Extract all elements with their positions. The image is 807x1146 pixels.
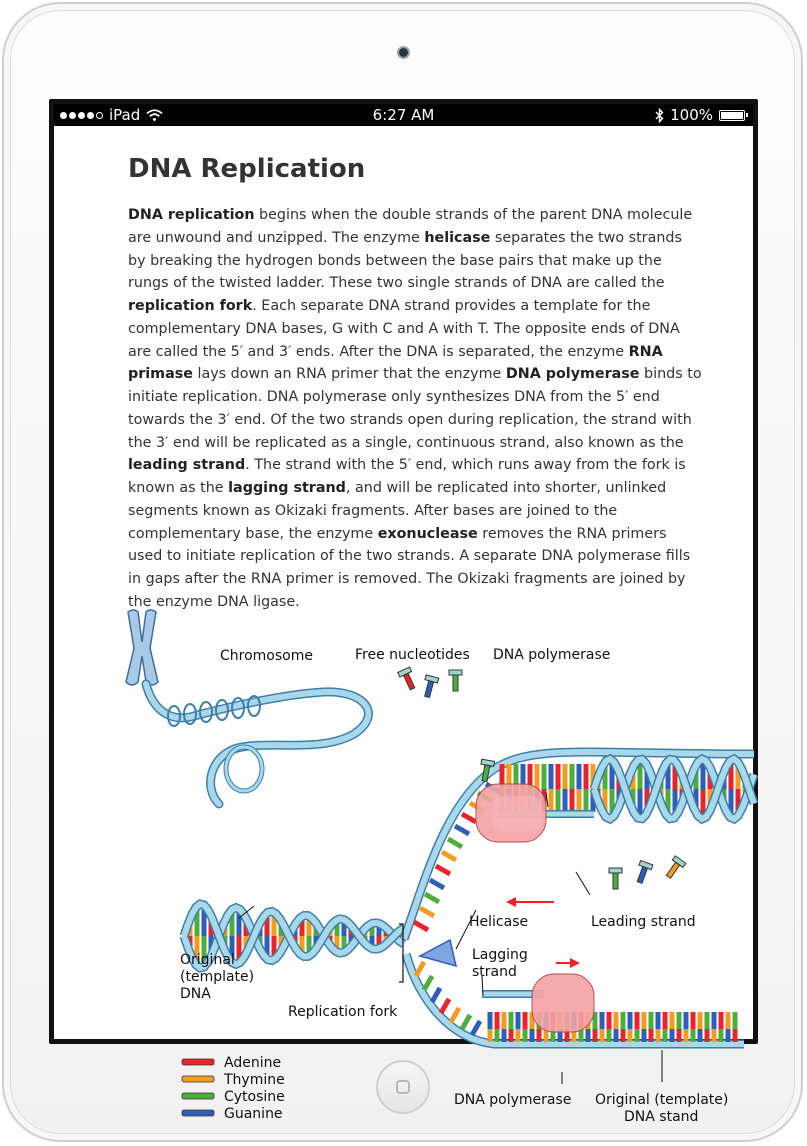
direction-arrow-lagging [556, 958, 580, 968]
original-dna-label-3: DNA [180, 986, 211, 1002]
base [420, 908, 434, 916]
base [442, 852, 456, 860]
base [414, 922, 428, 930]
dna-polymerase-bottom-label: DNA polymerase [454, 1092, 572, 1108]
paragraph-text: begins when the double strands of the parent DNA molecule are unwound and unzipped. The enzyme [128, 207, 693, 246]
camera-icon [397, 46, 410, 59]
replication-fork-label: Replication fork [288, 1004, 398, 1020]
helicase-shape [420, 940, 456, 966]
base [472, 1021, 480, 1035]
leading-strand-label: Leading strand [591, 914, 696, 930]
status-bar [54, 104, 753, 126]
lagging-strand-label-2: strand [472, 964, 517, 980]
paragraph-text: . The strand with the 5′ end, which runs away from the fork is known as the [128, 457, 686, 496]
paragraph-text: binds to initiate replication. DNA polymerase only synthesizes DNA from the 5′ end towards the 3′ end. Of the two strands open during replication, the strand with the 3′ end will be replicated as a single, continuous strand, also known as the [128, 366, 702, 451]
original-dna-label-1: Original [180, 952, 235, 968]
legend-label: Guanine [224, 1106, 283, 1122]
dna-polymerase-top-shape [476, 784, 546, 842]
bold-term: RNA primase [128, 343, 663, 383]
bluetooth-icon [655, 108, 664, 123]
legend-label: Thymine [224, 1072, 285, 1088]
base [455, 826, 469, 834]
base [436, 866, 450, 874]
base [441, 999, 449, 1013]
paragraph-text: , and will be replicated into shorter, unlinked segments known as Okizaki fragments. After bases are joined to the complementary base, the enzyme [128, 480, 667, 542]
bold-term: helicase [424, 229, 491, 246]
battery-icon [719, 110, 745, 121]
dna-polymerase-top-label: DNA polymerase [493, 647, 611, 663]
helicase-label: Helicase [469, 914, 529, 930]
base [448, 839, 462, 847]
chromosome-label: Chromosome [220, 648, 313, 664]
battery-percent: 100% [670, 106, 713, 124]
base [430, 880, 444, 888]
direction-arrow-leading [506, 897, 554, 907]
base [462, 814, 476, 822]
base [424, 976, 432, 990]
screen [54, 104, 753, 1125]
paragraph-text: . Each separate DNA strand provides a template for the complementary DNA bases, G with C and A with T. The opposite ends of DNA are called the 5′ and 3′ ends. After the DNA is separated, the enzyme [128, 298, 680, 360]
clock: 6:27 AM [372, 106, 435, 124]
chromosome-icon [126, 610, 158, 685]
paragraph-text: lays down an RNA primer that the enzyme [192, 366, 506, 383]
leading-strand-arm [404, 752, 754, 939]
original-stand-label-2: DNA stand [624, 1109, 699, 1125]
bold-term: lagging strand [228, 480, 346, 496]
bold-term: replication fork [128, 298, 253, 314]
base [432, 988, 440, 1002]
base [425, 894, 439, 902]
original-stand-label-1: Original (template) [595, 1092, 729, 1108]
bold-term: DNA replication [128, 207, 255, 223]
status-right [655, 104, 745, 126]
bold-term: leading strand [128, 457, 246, 474]
base [462, 1015, 470, 1029]
legend-swatch [182, 1093, 214, 1099]
bold-term: exonuclease [377, 525, 478, 542]
article-paragraph [128, 204, 703, 614]
bold-term: DNA polymerase [505, 366, 640, 383]
free-nucleotides-label: Free nucleotides [355, 647, 470, 663]
base [416, 962, 424, 976]
legend-label: Adenine [224, 1055, 282, 1071]
legend-label: Cytosine [224, 1089, 285, 1105]
original-dna-label-2: (template) [180, 969, 255, 985]
dna-polymerase-bottom-shape [532, 974, 594, 1032]
home-square-icon [396, 1080, 410, 1094]
carrier-label: iPad [109, 106, 141, 124]
page-title: DNA Replication [128, 154, 366, 184]
paragraph-text: removes the RNA primers used to initiate replication of the two strands. A separate DNA polymerase fills in gaps after the RNA primer is removed. The Okizaki fragments are joined by the enzyme DNA ligase. [128, 525, 691, 610]
home-button[interactable] [376, 1060, 430, 1114]
dna-replication-diagram [114, 604, 729, 1125]
legend-swatch [182, 1059, 214, 1065]
lagging-strand-label-1: Lagging [472, 947, 528, 963]
paragraph-text: separates the two strands by breaking the hydrogen bonds between the base pairs that make up the rungs of the twisted ladder. These two single strands of DNA are called the [128, 229, 682, 292]
legend-swatch [182, 1110, 214, 1116]
base [451, 1008, 459, 1022]
legend-swatch [182, 1076, 214, 1082]
